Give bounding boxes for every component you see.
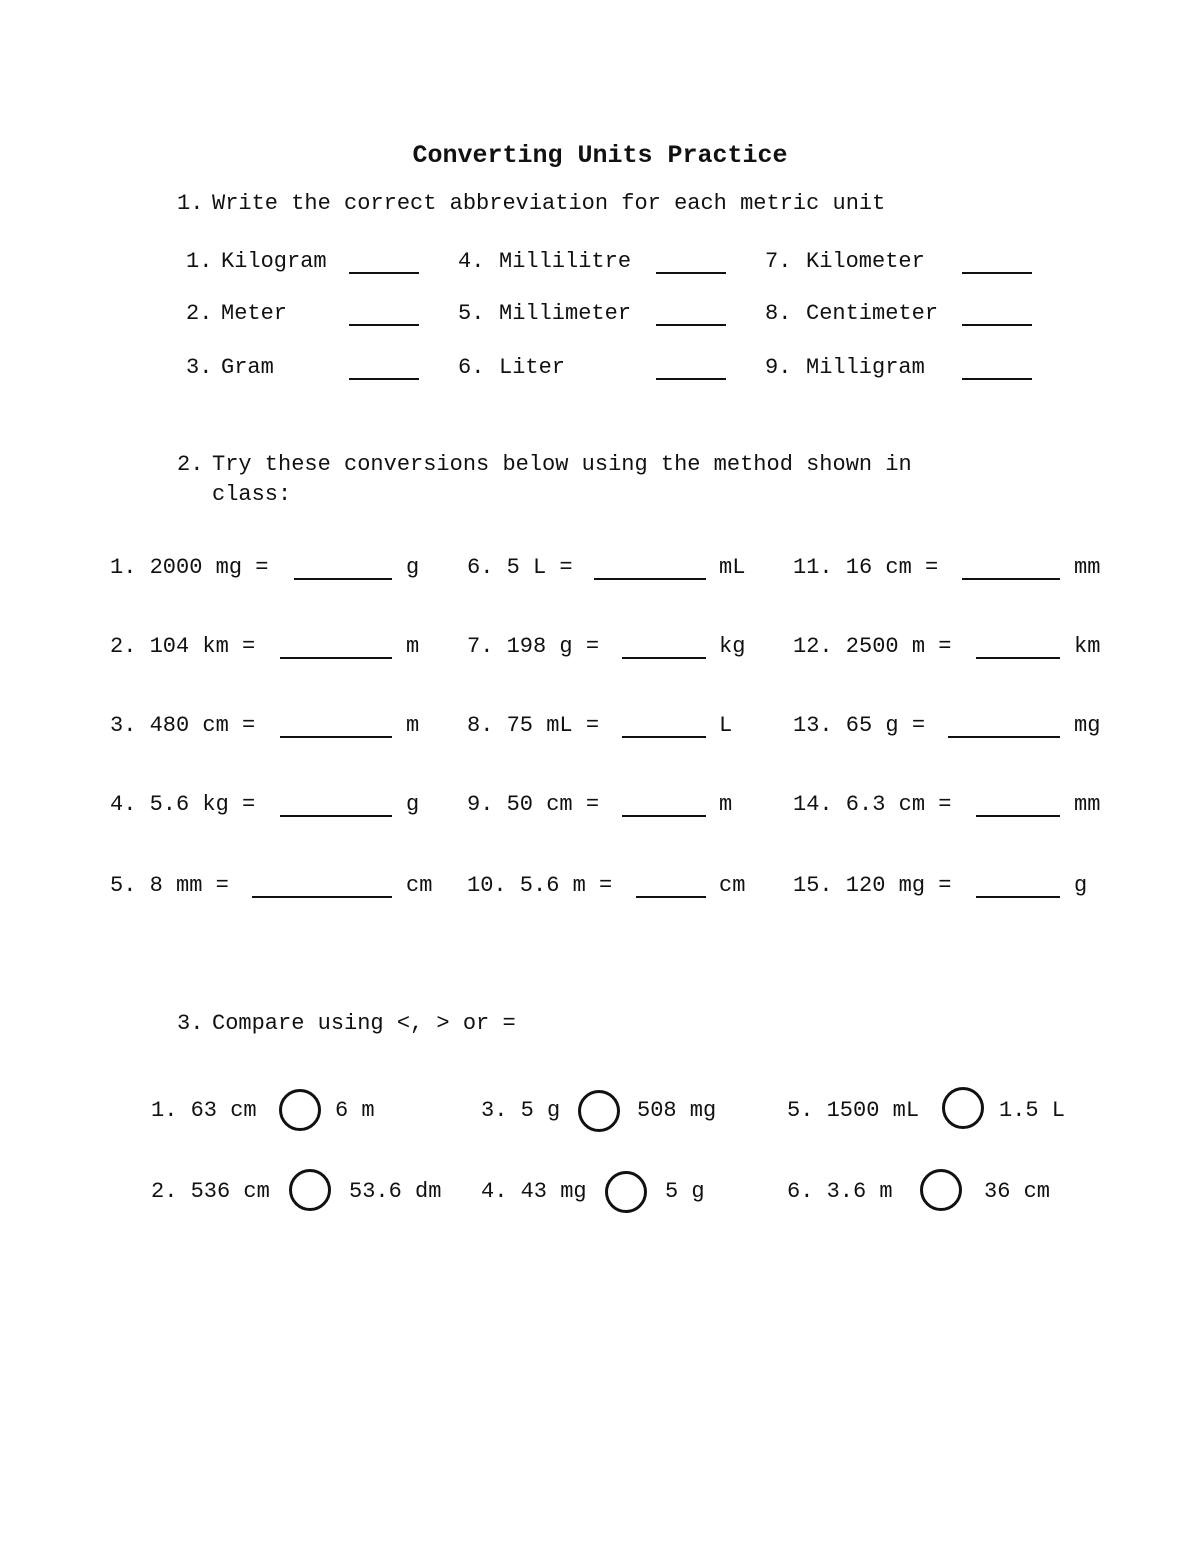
conversion-14-answer-blank[interactable] <box>976 815 1060 817</box>
compare-5-right: 1.5 L <box>999 1098 1066 1123</box>
conversion-13-question: 13. 65 g = <box>793 713 926 738</box>
conversion-7-question: 7. 198 g = <box>467 634 600 659</box>
abbr-item-4-answer-blank[interactable] <box>656 272 726 274</box>
abbr-item-8-answer-blank[interactable] <box>962 324 1032 326</box>
section2-instruction-line2: class: <box>212 482 292 507</box>
abbr-item-2-number: 2. <box>186 301 213 326</box>
section1-instruction: Write the correct abbreviation for each metric unit <box>212 191 886 216</box>
conversion-15-question: 15. 120 mg = <box>793 873 952 898</box>
section3-number: 3. <box>177 1011 204 1036</box>
conversion-3-unit: m <box>406 713 420 738</box>
conversion-8-answer-blank[interactable] <box>622 736 706 738</box>
compare-1-left: 1. 63 cm <box>151 1098 257 1123</box>
abbr-item-4-label: Millilitre <box>499 249 632 274</box>
conversion-15-unit: g <box>1074 873 1088 898</box>
conversion-3-answer-blank[interactable] <box>280 736 392 738</box>
compare-5-left: 5. 1500 mL <box>787 1098 920 1123</box>
compare-4-right: 5 g <box>665 1179 705 1204</box>
abbr-item-7-number: 7. <box>765 249 792 274</box>
abbr-item-6-label: Liter <box>499 355 566 380</box>
abbr-item-1-answer-blank[interactable] <box>349 272 419 274</box>
conversion-2-question: 2. 104 km = <box>110 634 256 659</box>
conversion-10-answer-blank[interactable] <box>636 896 706 898</box>
compare-3-right: 508 mg <box>637 1098 717 1123</box>
conversion-1-question: 1. 2000 mg = <box>110 555 269 580</box>
compare-2-right: 53.6 dm <box>349 1179 442 1204</box>
conversion-5-question: 5. 8 mm = <box>110 873 229 898</box>
conversion-11-question: 11. 16 cm = <box>793 555 939 580</box>
abbr-item-5-number: 5. <box>458 301 485 326</box>
conversion-11-answer-blank[interactable] <box>962 578 1060 580</box>
abbr-item-4-number: 4. <box>458 249 485 274</box>
compare-6-left: 6. 3.6 m <box>787 1179 893 1204</box>
compare-1-right: 6 m <box>335 1098 375 1123</box>
compare-6-right: 36 cm <box>984 1179 1051 1204</box>
abbr-item-3-number: 3. <box>186 355 213 380</box>
conversion-14-unit: mm <box>1074 792 1101 817</box>
abbr-item-7-label: Kilometer <box>806 249 925 274</box>
abbr-item-8-number: 8. <box>765 301 792 326</box>
abbr-item-3-label: Gram <box>221 355 274 380</box>
conversion-13-answer-blank[interactable] <box>948 736 1060 738</box>
conversion-11-unit: mm <box>1074 555 1101 580</box>
conversion-3-question: 3. 480 cm = <box>110 713 256 738</box>
abbr-item-3-answer-blank[interactable] <box>349 378 419 380</box>
abbr-item-7-answer-blank[interactable] <box>962 272 1032 274</box>
conversion-9-answer-blank[interactable] <box>622 815 706 817</box>
compare-4-left: 4. 43 mg <box>481 1179 587 1204</box>
conversion-8-unit: L <box>719 713 733 738</box>
abbr-item-8-label: Centimeter <box>806 301 939 326</box>
conversion-14-question: 14. 6.3 cm = <box>793 792 952 817</box>
conversion-6-unit: mL <box>719 555 746 580</box>
conversion-1-answer-blank[interactable] <box>294 578 392 580</box>
page-title: Converting Units Practice <box>412 141 788 170</box>
conversion-9-question: 9. 50 cm = <box>467 792 600 817</box>
abbr-item-2-label: Meter <box>221 301 288 326</box>
compare-5-circle[interactable] <box>942 1087 984 1129</box>
abbr-item-5-label: Millimeter <box>499 301 632 326</box>
conversion-10-unit: cm <box>719 873 746 898</box>
conversion-2-unit: m <box>406 634 420 659</box>
conversion-12-unit: km <box>1074 634 1101 659</box>
abbr-item-1-number: 1. <box>186 249 213 274</box>
section2-number: 2. <box>177 452 204 477</box>
conversion-6-question: 6. 5 L = <box>467 555 573 580</box>
abbr-item-9-label: Milligram <box>806 355 925 380</box>
abbr-item-1-label: Kilogram <box>221 249 327 274</box>
conversion-4-answer-blank[interactable] <box>280 815 392 817</box>
conversion-12-question: 12. 2500 m = <box>793 634 952 659</box>
abbr-item-9-answer-blank[interactable] <box>962 378 1032 380</box>
compare-3-circle[interactable] <box>578 1090 620 1132</box>
compare-4-circle[interactable] <box>605 1171 647 1213</box>
conversion-15-answer-blank[interactable] <box>976 896 1060 898</box>
compare-6-circle[interactable] <box>920 1169 962 1211</box>
conversion-12-answer-blank[interactable] <box>976 657 1060 659</box>
compare-3-left: 3. 5 g <box>481 1098 561 1123</box>
section3-instruction: Compare using <, > or = <box>212 1011 516 1036</box>
abbr-item-6-answer-blank[interactable] <box>656 378 726 380</box>
conversion-4-unit: g <box>406 792 420 817</box>
conversion-1-unit: g <box>406 555 420 580</box>
conversion-7-answer-blank[interactable] <box>622 657 706 659</box>
conversion-5-unit: cm <box>406 873 433 898</box>
section1-number: 1. <box>177 191 204 216</box>
conversion-4-question: 4. 5.6 kg = <box>110 792 256 817</box>
conversion-9-unit: m <box>719 792 733 817</box>
compare-1-circle[interactable] <box>279 1089 321 1131</box>
abbr-item-6-number: 6. <box>458 355 485 380</box>
abbr-item-2-answer-blank[interactable] <box>349 324 419 326</box>
conversion-6-answer-blank[interactable] <box>594 578 706 580</box>
abbr-item-9-number: 9. <box>765 355 792 380</box>
conversion-7-unit: kg <box>719 634 746 659</box>
conversion-5-answer-blank[interactable] <box>252 896 392 898</box>
conversion-13-unit: mg <box>1074 713 1101 738</box>
section2-instruction-line1: Try these conversions below using the method shown in <box>212 452 912 477</box>
conversion-10-question: 10. 5.6 m = <box>467 873 613 898</box>
conversion-2-answer-blank[interactable] <box>280 657 392 659</box>
conversion-8-question: 8. 75 mL = <box>467 713 600 738</box>
compare-2-left: 2. 536 cm <box>151 1179 270 1204</box>
abbr-item-5-answer-blank[interactable] <box>656 324 726 326</box>
compare-2-circle[interactable] <box>289 1169 331 1211</box>
